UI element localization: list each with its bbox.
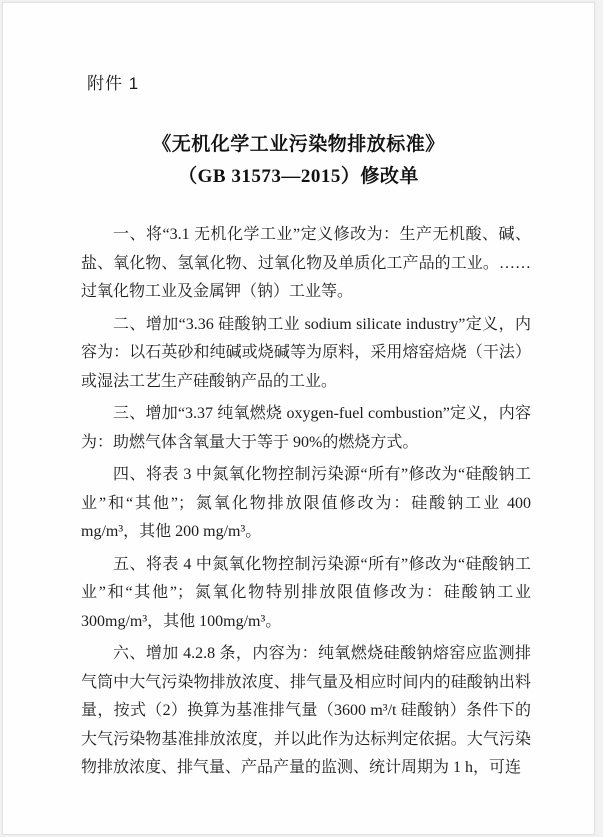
paragraph-6-monitoring-clause: 六、增加 4.2.8 条，内容为：纯氧燃烧硅酸钠熔窑应监测排气筒中大气污染物排放浓度、排气量及相应时间内的硅酸钠出料量，按式（2）换算为基准排气量（3600 m³/t 硅酸钠）条件下的大气污染物基准排放浓度，并以此作为达标判定依据。大气污染物排放浓度、排气量、产品产量的监测、统计周期为 1 h，可连 [81, 645, 531, 776]
document-title [3, 129, 594, 193]
document-title-line2: （GB 31573—2015）修改单 [178, 166, 419, 187]
paragraph-3-oxygen-fuel-definition: 三、增加“3.37 纯氧燃烧 oxygen-fuel combustion”定义，内容为：助燃气体含氧量大于等于 90%的燃烧方式。 [81, 405, 531, 451]
paragraph-5-table4-nox-limits: 五、将表 4 中氮氧化物控制污染源“所有”修改为“硅酸钠工业”和“其他”；氮氧化物特别排放限值修改为：硅酸钠工业 300mg/m³，其他 100mg/m³。 [81, 555, 531, 630]
attachment-label: 附件 1 [87, 74, 140, 93]
document-page [2, 2, 595, 835]
paragraph-2-sodium-silicate-definition: 二、增加“3.36 硅酸钠工业 sodium silicate industry”定义，内容为：以石英砂和纯碱或烧碱等为原料，采用熔窑焙烧（干法）或湿法工艺生产硅酸钠产品的工业。 [81, 315, 531, 390]
document-title-line1: 《无机化学工业污染物排放标准》 [152, 134, 445, 155]
paragraph-4-table3-nox-limits: 四、将表 3 中氮氧化物控制污染源“所有”修改为“硅酸钠工业”和“其他”；氮氧化物排放限值修改为：硅酸钠工业 400 mg/m³，其他 200 mg/m³。 [81, 466, 531, 540]
document-body [81, 221, 531, 787]
paragraph-1-definition-change: 一、将“3.1 无机化学工业”定义修改为：生产无机酸、碱、盐、氧化物、氢氧化物、过氧化物及单质化工产品的工业。……过氧化物工业及金属钾（钠）工业等。 [81, 226, 531, 300]
